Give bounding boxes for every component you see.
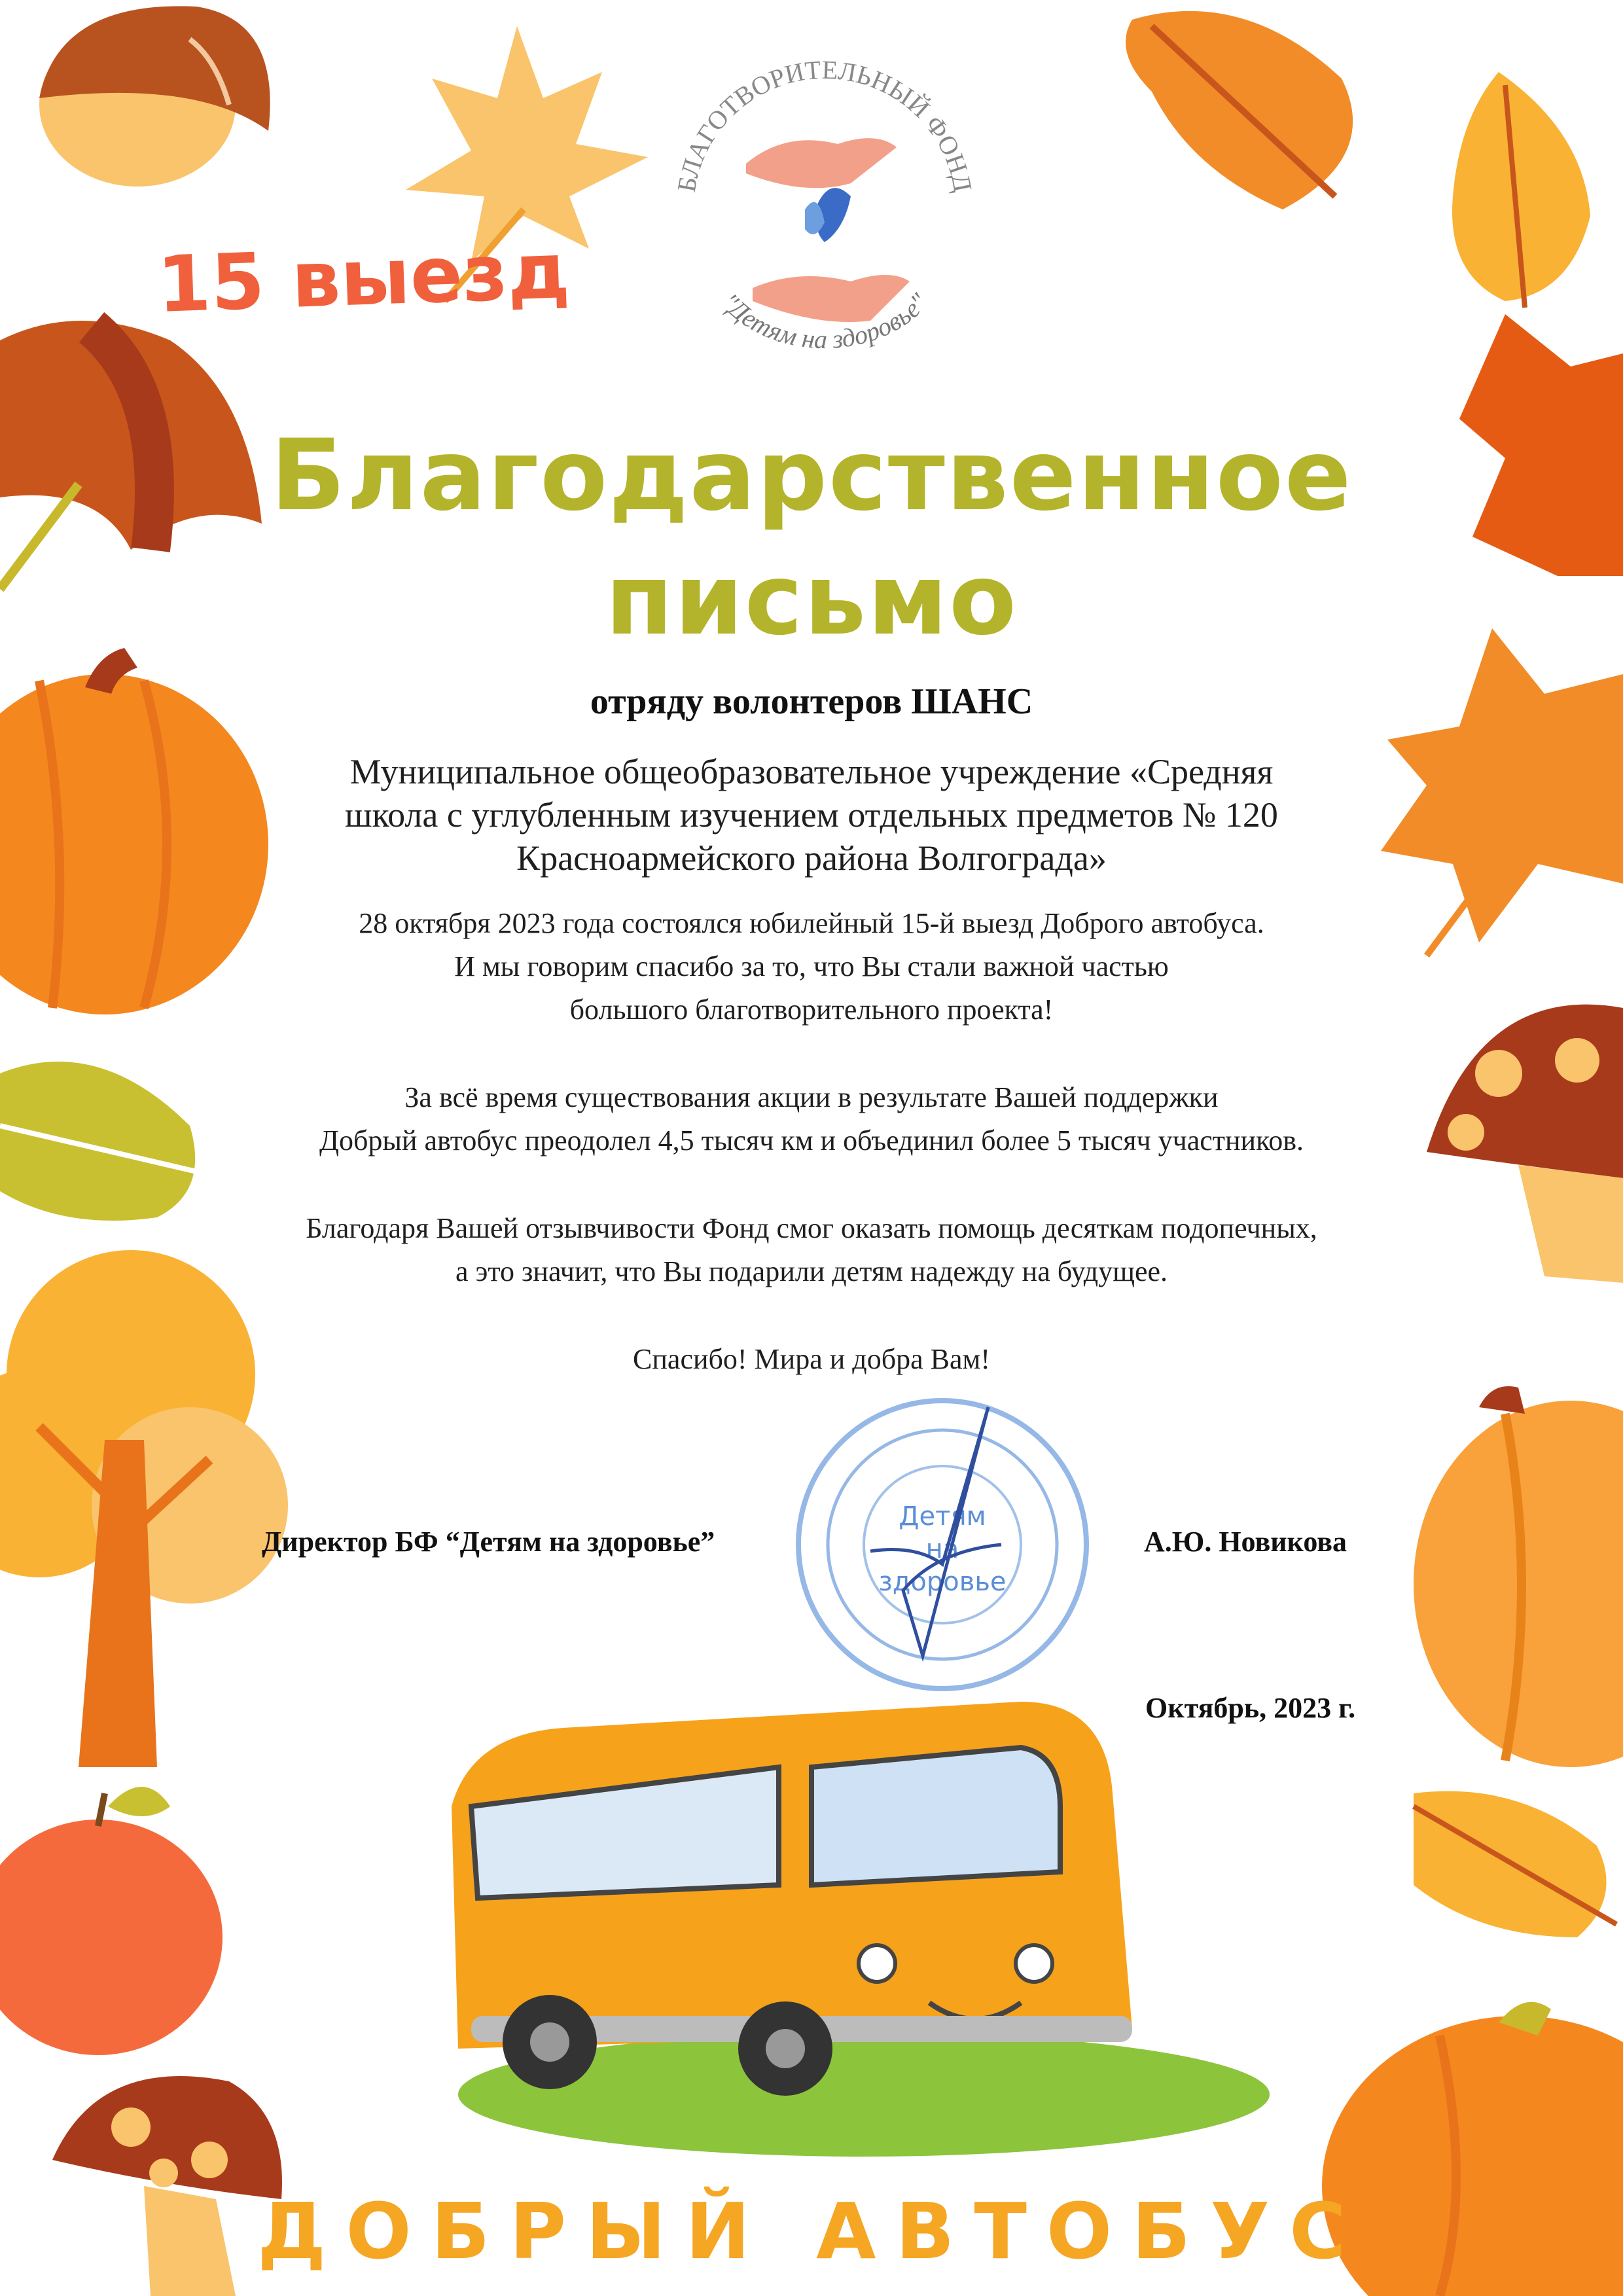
apple-icon <box>0 1787 223 2055</box>
logo-arc-bottom-text: "Детям на здоровье" <box>715 287 934 355</box>
title-line-2: письмо <box>605 543 1018 657</box>
body-line: И мы говорим спасибо за то, что Вы стали важной частью <box>454 950 1169 982</box>
foundation-logo <box>654 33 995 399</box>
body-line: Благодаря Вашей отзывчивости Фонд смог оказать помощь десяткам подопечных, <box>306 1212 1317 1244</box>
logo-arc-top-text: БЛАГОТВОРИТЕЛЬНЫЙ ФОНД <box>671 54 978 194</box>
bus-illustration <box>452 1702 1270 2157</box>
body-line: а это значит, что Вы подарили детям надежду на будущее. <box>455 1255 1168 1287</box>
body-line: Добрый автобус преодолел 4,5 тысяч км и объединил более 5 тысяч участников. <box>319 1124 1304 1157</box>
title-line-1: Благодарственное <box>270 419 1353 533</box>
signature-name: А.Ю. Новикова <box>1144 1526 1347 1558</box>
acorn-icon <box>39 6 270 187</box>
hand-icon <box>746 138 897 188</box>
oak-leaf-icon <box>1126 11 1353 209</box>
recipient-school-line: Красноармейского района Волгограда» <box>516 838 1107 878</box>
logo-emblem <box>654 33 995 399</box>
signature-position: Директор БФ “Детям на здоровье” <box>262 1526 715 1558</box>
foundation-stamp <box>785 1394 1099 1695</box>
stamp-text: Детям <box>899 1501 986 1532</box>
recipient-school-line: Муниципальное общеобразовательное учреждение «Средняя <box>349 752 1274 791</box>
project-name-footer: ДОБРЫЙ АВТОБУС <box>257 2186 1366 2276</box>
stamp-text: здоровье <box>878 1567 1007 1597</box>
body-line: 28 октября 2023 года состоялся юбилейный 15-й выезд Доброго автобуса. <box>359 907 1264 939</box>
recipient-team: отряду волонтеров ШАНС <box>590 681 1033 722</box>
oak-leaf-icon <box>1452 72 1590 308</box>
stamp-text: на <box>925 1534 959 1564</box>
oak-leaf-icon <box>1414 1791 1616 1937</box>
body-line: большого благотворительного проекта! <box>569 994 1054 1026</box>
trip-label: 15 выезд <box>155 225 571 330</box>
signature-date: Октябрь, 2023 г. <box>1145 1692 1356 1724</box>
pumpkin-icon <box>1414 1386 1623 1767</box>
body-line: За всё время существования акции в результате Вашей поддержки <box>404 1081 1219 1113</box>
recipient-school-line: школа с углубленным изучением отдельных предметов № 120 <box>345 795 1278 834</box>
closing-line: Спасибо! Мира и добра Вам! <box>633 1343 990 1375</box>
tree-icon <box>0 1250 288 1767</box>
